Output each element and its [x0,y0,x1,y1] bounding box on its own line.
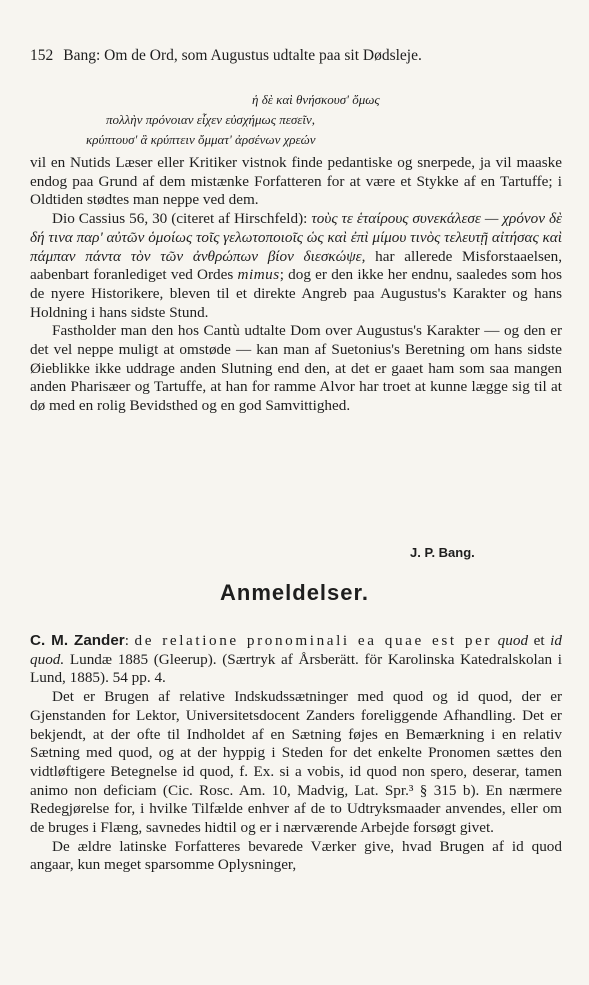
paragraph: vil en Nutids Læser eller Kritiker vistnok finde pedantiske og snerpede, ja vil maaske endog paa Grund af dem mistænke Forfatteren for at være et Stykke af en Tartuffe; i Oldtiden stødtes man neppe ved dem. [30,154,562,209]
emphasized-word: mimus [237,266,280,284]
article-body [30,154,562,416]
greek-verse [70,90,520,150]
paragraph-text: ; dog er den ikke her endnu, saaledes som hos de nyere Historikere, bleven til et direkte Angreb paa Augustus's Karakter og hans Holdning i hans sidste Stund. [30,266,562,321]
paragraph: Fastholder man den hos Cantù udtalte Dom over Augustus's Karakter — og den er det vel neppe muligt at omstøde — kan man af Suetonius's Beretning om hans sidste Øieblikke ikke uddrage anden Slutning end den, at det er gaaet ham som saa mangen anden Pharisæer og Tartuffe, at han for ramme Alvor har troet at kunne lægge sig til at dø med en rolig Bevidsthed og en god Samvittighed. [30,322,562,415]
author-signature: J. P. Bang. [410,545,475,560]
verse-line: κρύπτουσ' ἃ κρύπτειν ὄμματ' ἀρσένων χρεών [86,132,316,147]
verse-line: ἡ δὲ καὶ θνήσκουσ' ὅμως [252,92,380,107]
review-title: de relatione pronominali ea quae est per [134,632,493,649]
review-body [30,632,562,875]
verse-line: πολλὴν πρόνοιαν εἶχεν εὐσχήμως πεσεῖν, [106,112,316,127]
page-number: 152 [30,47,54,64]
review-publication-info: Lundæ 1885 (Gleerup). (Særtryk af Årsberätt. för Karolinska Katedralskolan i Lund, 1885). 54 pp. 4. [30,650,562,687]
greek-quotation: τοὺς τε ἑταίρους συνεκάλεσε — χρόνον δὲ δή τινα παρ' αὐτῶν ὁμοίως τοῖς γελωτοποιοῖς ὡς καὶ ἐπὶ μίμου τινὸς τελευτῇ αἰτήσας καὶ πάμπαν πάντα τὸν τῶν ἀνθρώπων βίον διεσκώψε, [30,210,562,265]
review-citation: C. M. Zander: de relatione pronominali ea quae est per quod et id quod. Lundæ 1885 (Gleerup). (Særtryk af Årsberätt. för Karolinska Katedralskolan i Lund, 1885). 54 pp. 4. [30,632,562,687]
paragraph-text: har allerede Misforstaaelsen, aabenbart foranlediget ved Ordes [30,247,563,284]
review-author: C. M. Zander [30,632,125,649]
paragraph [30,210,562,322]
review-title-italic: id quod. [30,632,562,668]
paragraph: De ældre latinske Forfatteres bevarede Værker give, hvad Brugen af id quod angaar, kun meget sparsomme Oplysninger, [30,837,562,874]
review-title-connector: et [533,632,545,649]
paragraph: Det er Brugen af relative Indskudssætninger med quod og id quod, der er Gjenstanden for Lektor, Universitetsdocent Zanders foreliggende Afhandling. Det er bekjendt, at der ofte til Indholdet af en Sætning føjes en Bemærkning i en relativ Sætning med quod, og at der hyppig i Steden for det enkelte Pronomen sættes den vidtløftigere Betegnelse id quod, f. Ex. si a vobis, id quod non spero, deserar, tamen animo non deficiam (Cic. Rosc. Am. 10, Madvig, Lat. Spr.³ § 315 b). En nærmere Redegjørelse for, i hvilke Tilfælde enhver af de to Udtryksmaader anvendes, eller om de bruges i Flæng, savnedes hidtil og er i nærværende Arbejde forsøgt givet. [30,688,562,837]
paragraph-text: Dio Cassius 56, 30 (citeret af Hirschfeld): [52,210,308,228]
running-title: Bang: Om de Ord, som Augustus udtalte paa sit Dødsleje. [63,47,422,64]
running-header [30,47,560,65]
section-title: Anmeldelser. [220,580,369,605]
review-title-italic: quod [497,632,529,649]
